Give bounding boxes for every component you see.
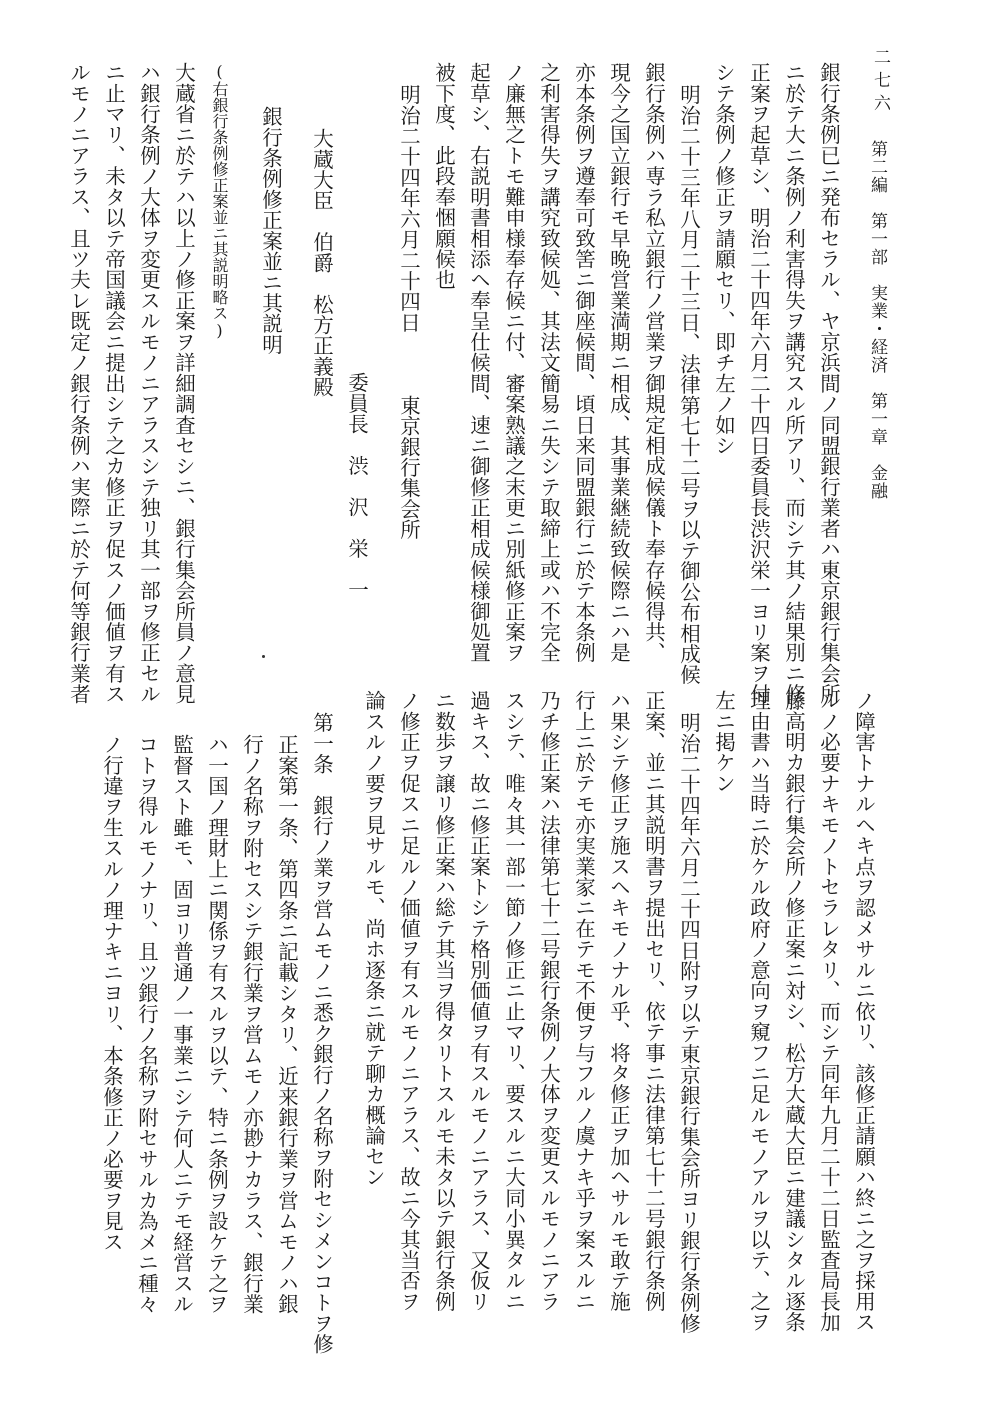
text-column: ニ止マリ、未タ以テ帝国議会ニ提出シテ之カ修正ヲ促スノ価値ヲ有ス: [101, 62, 126, 705]
text-column: コトヲ得ルモノナリ、且ツ銀行ノ名称ヲ附セサルカ為メニ種々: [134, 734, 159, 1315]
section-title: 銀行条例修正案並ニ其説明: [258, 106, 283, 355]
omission-note: (右銀行条例修正案並ニ其説明略ス): [210, 62, 229, 340]
text-column: 銀行条例已ニ発布セラル、ヤ京浜間ノ同盟銀行業者ハ東京銀行集会所: [816, 62, 841, 705]
text-column: 之利害得失ヲ講究致候処、其法文簡易ニ失シテ取締上或ハ不完全: [536, 62, 561, 663]
text-column: 正案第一条、第四条ニ記載シタリ、近来銀行業ヲ営ムモノハ銀: [274, 734, 299, 1315]
text-column: ニ数歩ヲ譲リ修正案ハ総テ其当ヲ得タリトスルモ未タ以テ銀行条例: [431, 690, 456, 1312]
text-column: 起草シ、右説明書相添ヘ奉呈仕候間、速ニ御修正相成候様御処置: [466, 62, 491, 663]
text-column: 監督スト雖モ、固ヨリ普通ノ一事業ニシテ何人ニテモ経営スル: [169, 734, 194, 1315]
text-column: 亦本条例ヲ遵奉可致筈ニ御座候間、頃日来同盟銀行ニ於テ本条例: [571, 62, 596, 663]
date-sender-line: 明治二十四年六月二十四日 東京銀行集会所: [396, 84, 421, 540]
text-column: 行上ニ於テモ亦実業家ニ在テモ不便ヲ与フルノ虞ナキ乎ヲ案スルニ: [571, 690, 596, 1312]
text-column: ノ修正ヲ促スニ足ルノ価値ヲ有スルモノニアラス、故ニ今其当否ヲ: [396, 690, 421, 1312]
text-column: 行ノ名称ヲ附セスシテ銀行業ヲ営ムモノ亦尠ナカラス、銀行業: [239, 734, 264, 1315]
text-column: 乃チ修正案ハ法律第七十二号銀行条例ノ大体ヲ変更スルモノニアラ: [536, 690, 561, 1312]
running-header: 第二編 第一部 実業・経済 第一章 金融: [867, 140, 887, 500]
text-column: 正案、並ニ其説明書ヲ提出セリ、依テ事ニ法律第七十二号銀行条例: [641, 690, 666, 1312]
text-column: 藤高明カ銀行集会所ノ修正案ニ対シ、松方大蔵大臣ニ建議シタル逐条: [781, 690, 806, 1333]
text-column: ハ銀行条例ノ大体ヲ変更スルモノニアラスシテ独リ其一部ヲ修正セル: [136, 62, 161, 705]
text-column: ハ一国ノ理財上ニ関係ヲ有スルヲ以テ、特ニ条例ヲ設ケテ之ヲ: [204, 734, 229, 1315]
text-column: 銀行条例ハ専ラ私立銀行ノ営業ヲ御規定相成候儀ト奉存候得共、: [641, 62, 666, 663]
article-heading: 第一条 銀行ノ業ヲ営ムモノニ悉ク銀行ノ名称ヲ附セシメンコトヲ修: [309, 712, 334, 1355]
text-column: 論スルノ要ヲ見サルモ、尚ホ逐条ニ就テ聊カ概論セン: [361, 690, 386, 1188]
text-column: 大蔵省ニ於テハ以上ノ修正案ヲ詳細調査セシニ、銀行集会所員ノ意見: [171, 62, 196, 705]
text-column: 明治二十三年八月二十三日、法律第七十二号ヲ以テ御公布相成候: [676, 84, 701, 685]
text-column: 理由書ハ当時ニ於ケル政府ノ意向ヲ窺フニ足ルモノアルヲ以テ、之ヲ: [746, 690, 771, 1333]
text-column: ルノ必要ナキモノトセラレタリ、而シテ同年九月二十二日監査局長加: [816, 690, 841, 1333]
text-column: スシテ、唯々其一部一節ノ修正ニ止マリ、要スルニ大同小異タルニ: [501, 690, 526, 1312]
text-column: 明治二十四年六月二十四日附ヲ以テ東京銀行集会所ヨリ銀行条例修: [676, 712, 701, 1334]
text-column: ノ行違ヲ生スルノ理ナキニヨリ、本条修正ノ必要ヲ見ス: [99, 734, 124, 1252]
text-column: 正案ヲ起草シ、明治二十四年六月二十四日委員長渋沢栄一ヨリ案ヲ付: [746, 62, 771, 705]
signature-line: 委員長 渋 沢 栄 一: [344, 372, 369, 600]
text-column: 被下度、此段奉悃願候也: [431, 62, 456, 290]
text-column: シテ条例ノ修正ヲ請願セリ、即チ左ノ如シ: [711, 62, 736, 456]
text-column: ハ果シテ修正ヲ施スヘキモノナル乎、将タ修正ヲ加ヘサルモ敢テ施: [606, 690, 631, 1312]
addressee-line: 大蔵大臣 伯爵 松方正義殿: [309, 128, 334, 398]
text-column: 過キス、故ニ修正案トシテ格別価値ヲ有スルモノニアラス、又仮リ: [466, 690, 491, 1312]
text-column: ノ障害トナルヘキ点ヲ認メサルニ依リ、該修正請願ハ終ニ之ヲ採用ス: [851, 690, 876, 1333]
text-column: ニ於テ大ニ条例ノ利害得失ヲ講究スル所アリ、而シテ其ノ結果別ニ修: [781, 62, 806, 705]
ink-speck: [262, 655, 265, 658]
text-column: ルモノニアラス、且ツ夫レ既定ノ銀行条例ハ実際ニ於テ何等銀行業者: [66, 62, 91, 705]
text-column: ノ廉無之トモ難申様奉存候ニ付、審案熟議之末更ニ別紙修正案ヲ: [501, 62, 526, 663]
text-column: 左ニ掲ケン: [711, 690, 736, 794]
text-column: 現今之国立銀行モ早晩営業満期ニ相成、其事業継続致候際ニハ是: [606, 62, 631, 663]
page-number: 二七六: [870, 48, 890, 117]
